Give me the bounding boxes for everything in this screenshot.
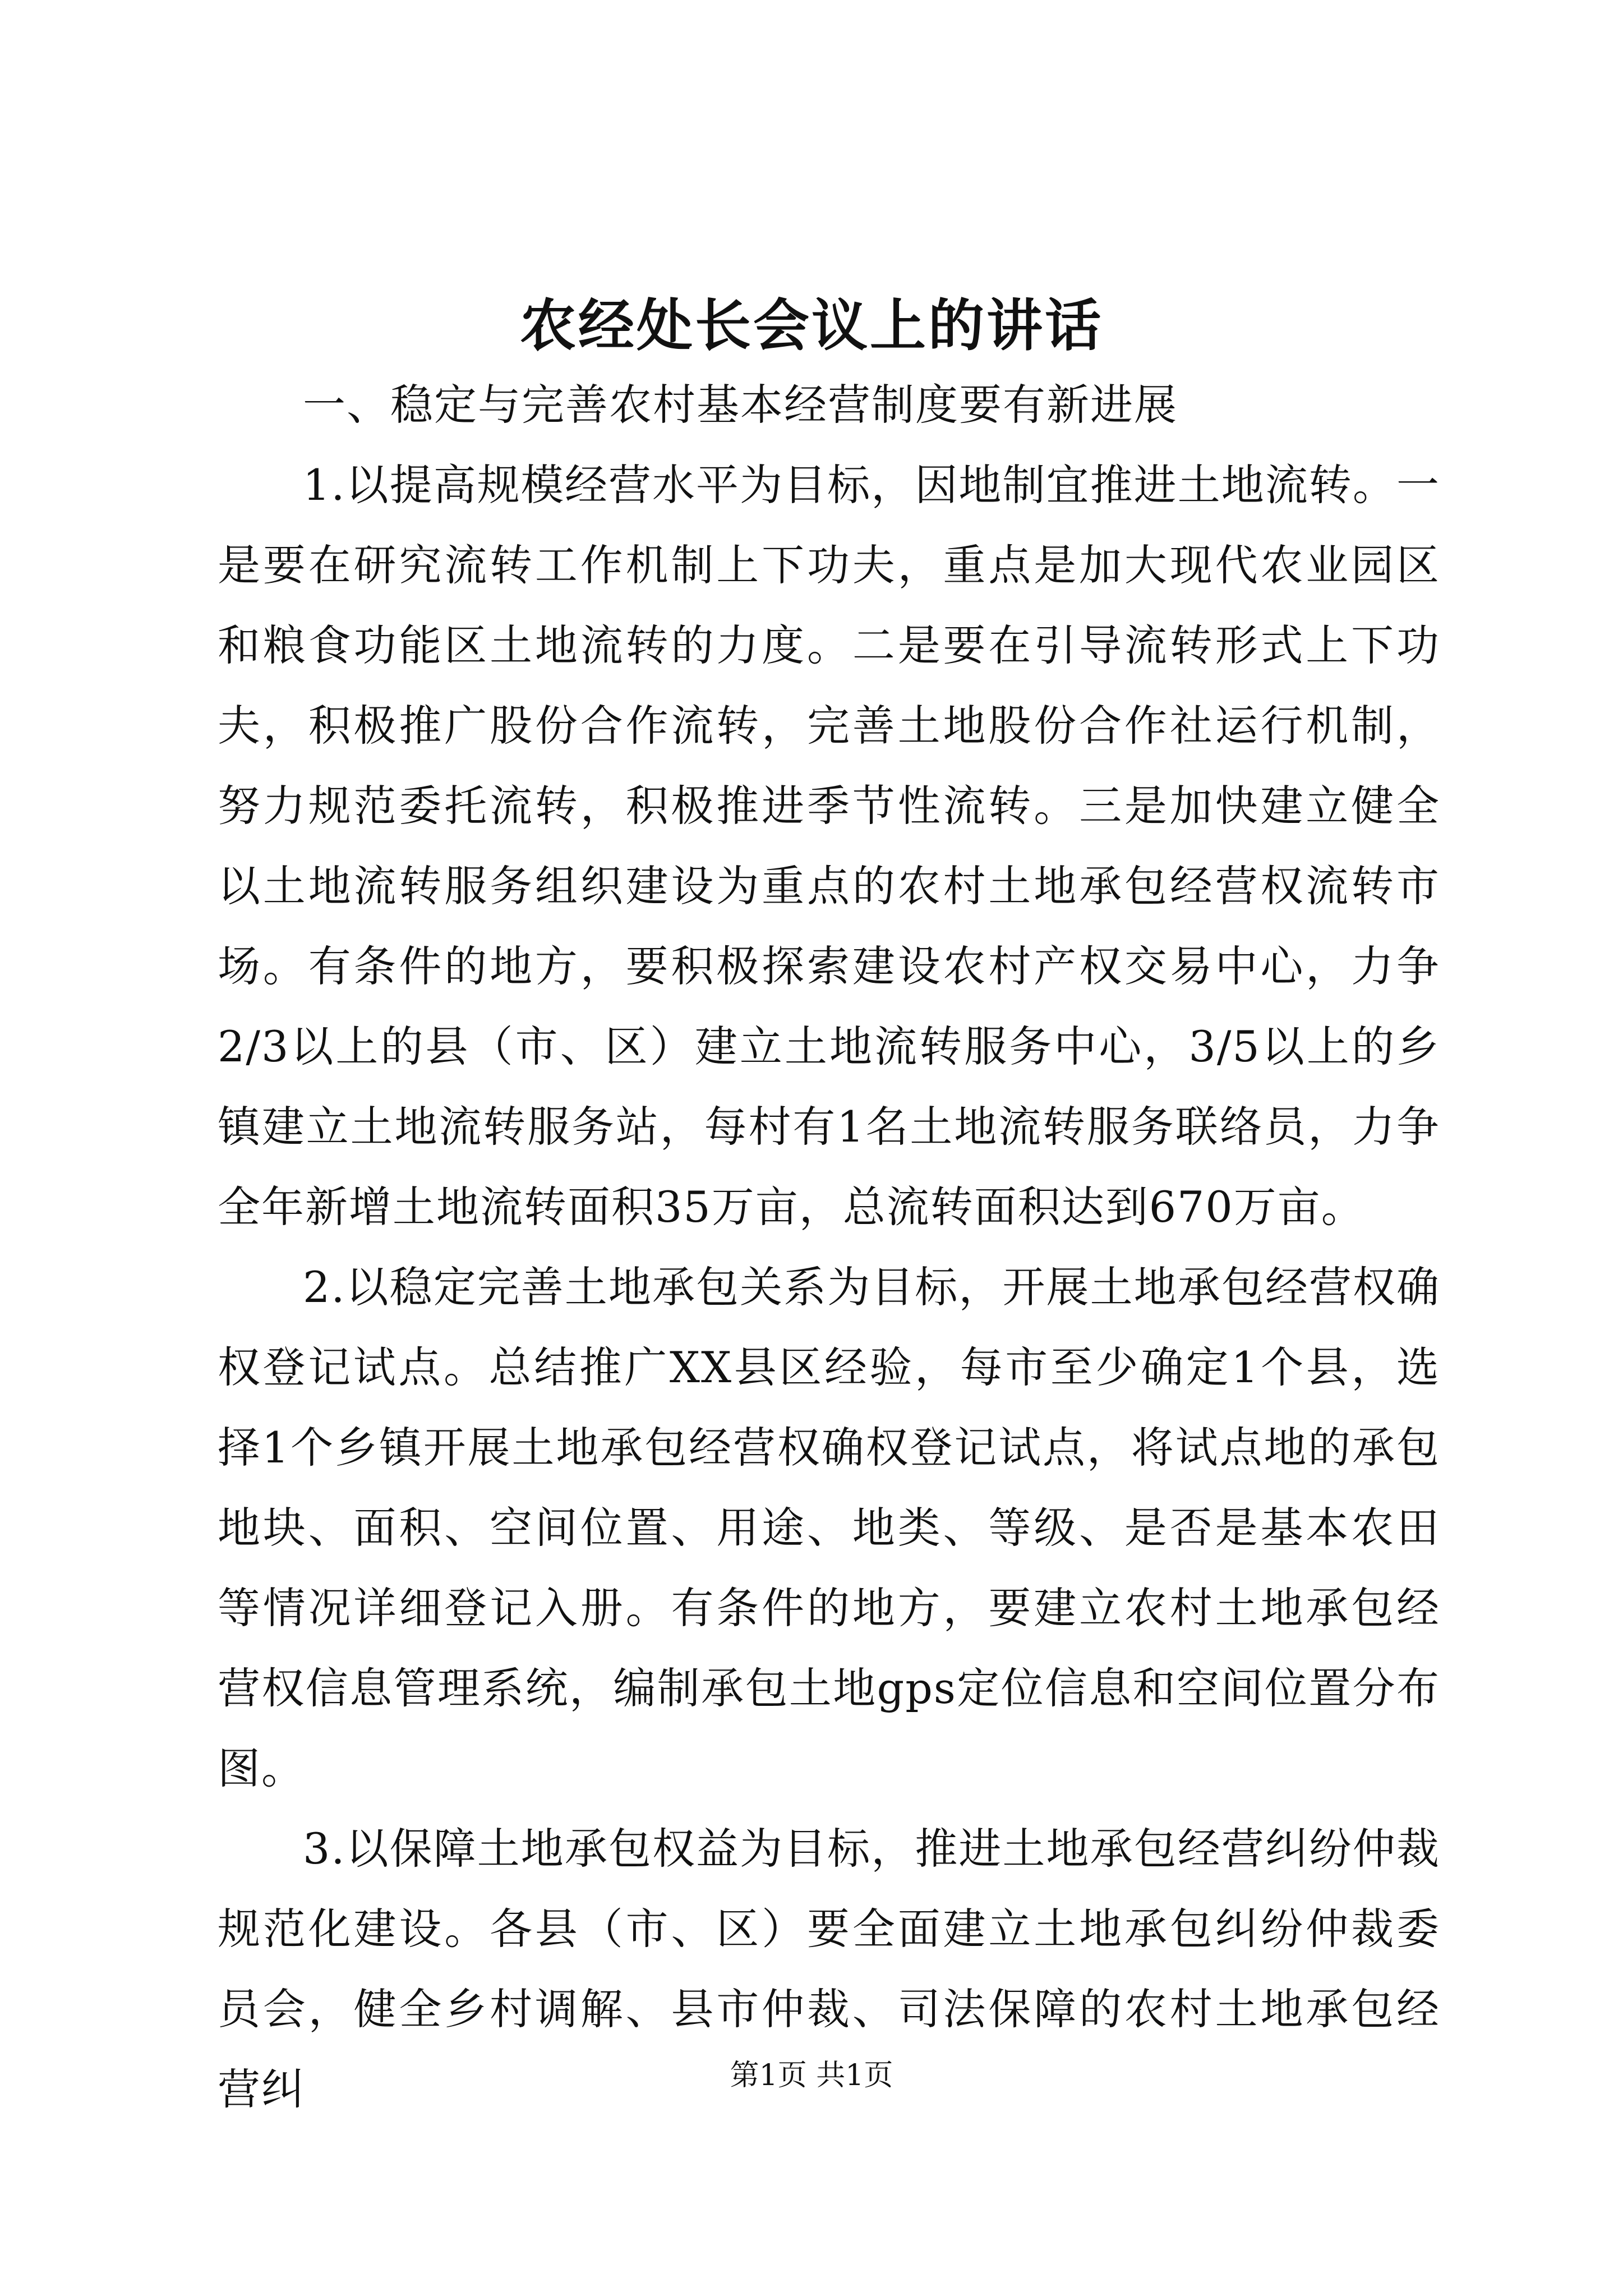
section-heading: 一、稳定与完善农村基本经营制度要有新进展 <box>303 380 1178 430</box>
document-body <box>218 365 1440 2129</box>
paragraph-1: 1.以提高规模经营水平为目标，因地制宜推进土地流转。一是要在研究流转工作机制上下功夫，重点是加大现代农业园区和粮食功能区土地流转的力度。二是要在引导流转形式上下功夫，积极推广股份合作流转，完善土地股份合作社运行机制，努力规范委托流转，积极推进季节性流转。三是加快建立健全以土地流转服务组织建设为重点的农村土地承包经营权流转市场。有条件的地方，要积极探索建设农村产权交易中心，力争2/3以上的县（市、区）建立土地流转服务中心，3/5以上的乡镇建立土地流转服务站，每村有1名土地流转服务联络员，力争全年新增土地流转面积35万亩，总流转面积达到670万亩。 <box>218 460 1440 1232</box>
document-title: 农经处长会议上的讲话 <box>520 292 1103 358</box>
paragraph-3: 3.以保障土地承包权益为目标，推进土地承包经营纠纷仲裁规范化建设。各县（市、区）要全面建立土地承包纠纷仲裁委员会，健全乡村调解、县市仲裁、司法保障的农村土地承包经营纠 <box>218 1824 1440 2114</box>
paragraph-2: 2.以稳定完善土地承包关系为目标，开展土地承包经营权确权登记试点。总结推广XX县区经验，每市至少确定1个县，选择1个乡镇开展土地承包经营权确权登记试点，将试点地的承包地块、面积、空间位置、用途、地类、等级、是否是基本农田等情况详细登记入册。有条件的地方，要建立农村土地承包经营权信息管理系统，编制承包土地gps定位信息和空间位置分布图。 <box>218 1262 1440 1793</box>
page-footer: 第1页 共1页 <box>730 2059 893 2092</box>
